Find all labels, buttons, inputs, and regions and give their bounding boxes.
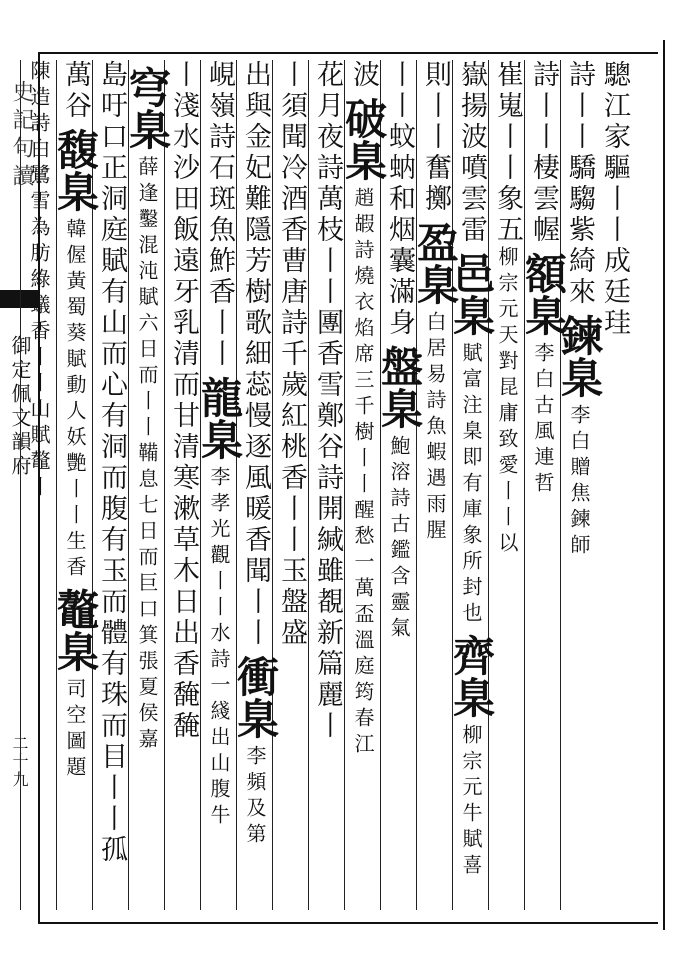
column-text: 薛逢鑿混沌賦六日而丨丨鞴息七日而巨口箕張夏侯嘉 (135, 156, 159, 754)
outer-rule (663, 40, 665, 930)
column-text: 峴嶺詩石斑魚鮓香丨丨 (204, 60, 235, 370)
text-column (519, 60, 568, 910)
headword: 鍊臬 (555, 314, 604, 398)
column-text: 韓偓黃蜀葵賦動人妖艷丨丨生香 (63, 218, 87, 582)
text-column (596, 60, 632, 910)
column-text: 李孝光觀丨丨水詩一綫出山腹牛 (207, 466, 231, 830)
column-text: 詩丨丨驕騶紫綺來 (564, 60, 595, 308)
text-column (272, 60, 309, 910)
column-text: 陳造詩白鷺雪為肪綠蟻香丨丨 (27, 60, 51, 398)
text-column (555, 60, 604, 910)
headword: 鼇臬 (51, 588, 100, 672)
book-title: 御定佩文韻府 (8, 335, 32, 479)
column-text: 賦富注臬即有庫象所封也 (459, 342, 483, 628)
headword: 龍臬 (195, 376, 244, 460)
headword: 盈臬 (411, 221, 460, 305)
column-text: 花月夜詩萬枝丨丨團香雪鄭谷詩開緘雖覩新篇麗丨 (312, 60, 343, 742)
column-text: 李白贈焦鍊師 (567, 404, 591, 560)
column-text: 嶽揚波噴雲雷 (456, 60, 487, 246)
headword: 破臬 (339, 97, 388, 181)
headword: 馥臬 (51, 128, 100, 212)
column-text: 山賦鼇丨 (27, 398, 51, 502)
column-text: 丨淺水沙田飯遠牙乳清而甘清寒漱草木日出香馣馣 (168, 60, 199, 742)
column-text: 詩丨丨棲雲幄 (528, 60, 559, 246)
column-text: 白居易詩魚蝦遇雨腥 (423, 311, 447, 545)
headword: 齊臬 (447, 634, 496, 718)
text-column (339, 60, 388, 910)
text-column (123, 60, 172, 910)
text-column (20, 60, 57, 910)
margin-title: 史記句讀 (9, 80, 34, 192)
text-column (308, 60, 345, 910)
text-column (447, 60, 496, 910)
column-text: 司空圖題 (63, 678, 87, 782)
text-column (195, 60, 244, 910)
column-text: 柳宗元牛賦喜 (459, 724, 483, 880)
text-column (488, 60, 525, 910)
column-text: 出與金妃難隱芳樹歌細蕊慢逐風暖香聞丨丨 (240, 60, 271, 649)
column-text: 丨丨蚊蚋和烟囊滿身 (384, 60, 415, 339)
page-number: 二十九 (10, 735, 29, 789)
column-text: 李頻及第 (243, 745, 267, 849)
text-column (411, 60, 460, 910)
column-text: 驄江家驅丨丨成廷珪 (599, 60, 630, 339)
text-column (164, 60, 201, 910)
column-text: 柳宗元天對昆庸致愛丨丨以 (495, 246, 519, 558)
headword: 穹臬 (123, 66, 172, 150)
text-column (375, 60, 424, 910)
column-text: 波 (348, 60, 379, 91)
column-text: 丨須聞冷酒香曹唐詩千歲紅桃香丨丨玉盤盛 (276, 60, 307, 649)
column-text: 李白古風連哲 (531, 342, 555, 498)
column-text: 鮑溶詩古鑑含靈氣 (387, 435, 411, 643)
headword: 額臬 (519, 252, 568, 336)
column-text: 則丨丨奮擲 (420, 60, 451, 215)
headword: 衝臬 (231, 655, 280, 739)
column-text: 崔嵬丨丨象五 (492, 60, 523, 246)
headword: 邑臬 (447, 252, 496, 336)
column-text: 趙嘏詩燒衣焰席三千樹丨丨醒愁一萬盃溫庭筠春江 (351, 187, 375, 759)
column-text: 萬谷 (60, 60, 91, 122)
headword: 盤臬 (375, 345, 424, 429)
text-column (51, 60, 100, 910)
column-text: 島吁口正洞庭賦有山而心有洞而腹有玉而體有珠而目丨丨孤 (96, 60, 127, 866)
text-column (231, 60, 280, 910)
